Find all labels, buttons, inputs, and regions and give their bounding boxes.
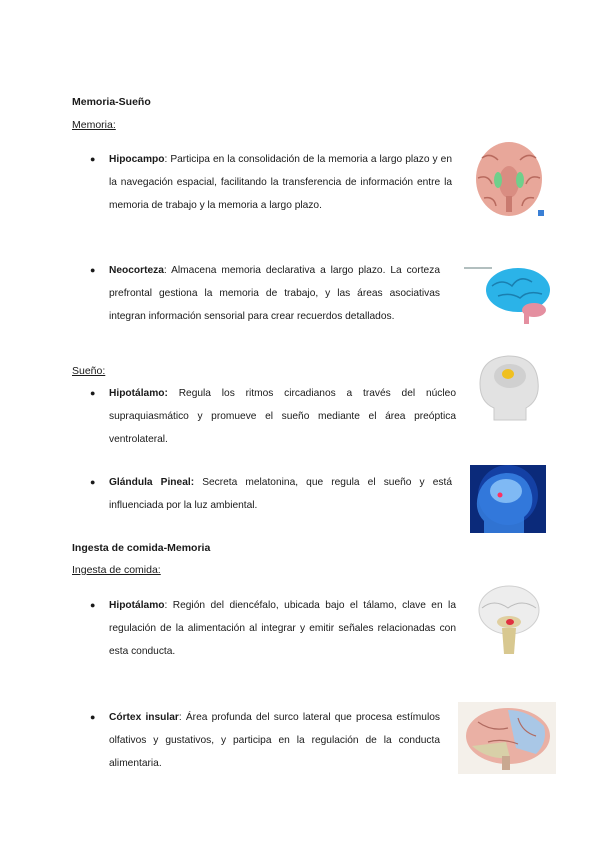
subtitle-memoria: Memoria: [72,119,116,131]
term-hipocampo: Hipocampo [109,154,165,165]
bullet: ● [90,477,96,487]
term-hipotalamo-ingesta: Hipotálamo [109,600,165,611]
list-item-cortex-insular: ● Córtex insular: Área profunda del surco lateral que procesa estímulos olfativos y gustativos, y participa en la regulación de la conducta alimentaria. [90,706,440,775]
desc-hipocampo: Participa en la consolidación de la memoria a largo plazo y en la navegación espacial, facilitando la transferencia de información entre la memoria de trabajo y la memoria a largo plazo. [109,154,452,211]
term-hipotalamo: Hipotálamo: [109,388,168,399]
subtitle-ingesta: Ingesta de comida: [72,564,161,576]
bullet: ● [90,265,96,275]
list-item-hipocampo: ● Hipocampo: Participa en la consolidación de la memoria a largo plazo y en la navegación espacial, facilitando la transferencia de información entre la memoria de trabajo y la memoria a largo plazo. [90,148,452,217]
blue-brain-illustration [462,264,554,326]
coronal-brain-hypothalamus-illustration [474,582,544,658]
desc-hipotalamo-ingesta: Región del diencéfalo, ubicada bajo el tálamo, clave en la regulación de la alimentación al integrar y emitir señales relacionadas con esta conducta. [109,600,456,657]
desc-cortex-insular: Área profunda del surco lateral que procesa estímulos olfativos y gustativos, y participa en la regulación de la conducta alimentaria. [109,712,440,769]
desc-glandula-pineal: Secreta melatonina, que regula el sueño y está influenciada por la luz ambiental. [109,477,452,511]
bullet: ● [90,600,96,610]
section-title-ingesta: Ingesta de comida-Memoria [72,542,211,554]
term-glandula-pineal: Glándula Pineal: [109,477,195,488]
term-cortex-insular: Córtex insular [109,712,179,723]
list-item-hipotalamo-ingesta: ● Hipotálamo: Región del diencéfalo, ubicada bajo el tálamo, clave en la regulación de la alimentación al integrar y emitir señales relacionadas con esta conducta. [90,594,456,663]
head-profile-hypothalamus-illustration [474,350,544,422]
blue-head-pineal-illustration [470,465,546,533]
subtitle-sueno: Sueño: [72,365,106,377]
list-item-neocorteza: ● Neocorteza: Almacena memoria declarativa a largo plazo. La corteza prefrontal gestiona la memoria de trabajo, y las áreas asociativas integran información sensorial para crear recuerdos detallados. [90,259,440,328]
bullet: ● [90,154,96,164]
brain-hippocampus-illustration [470,138,548,220]
bullet: ● [90,712,96,722]
desc-hipotalamo: Regula los ritmos circadianos a través del núcleo supraquiasmático y promueve el sueño mediante el área preóptica ventrolateral. [109,388,456,445]
list-item-glandula-pineal [90,471,452,517]
section-title-memoria-sueno: Memoria-Sueño [72,96,151,108]
bullet: ● [90,388,96,398]
list-item-hipotalamo-sueno [90,382,456,451]
brain-lobes-insula-illustration [458,702,556,774]
term-neocorteza: Neocorteza [109,265,164,276]
desc-neocorteza: Almacena memoria declarativa a largo plazo. La corteza prefrontal gestiona la memoria de trabajo, y las áreas asociativas integran información sensorial para crear recuerdos detallados. [109,265,440,322]
